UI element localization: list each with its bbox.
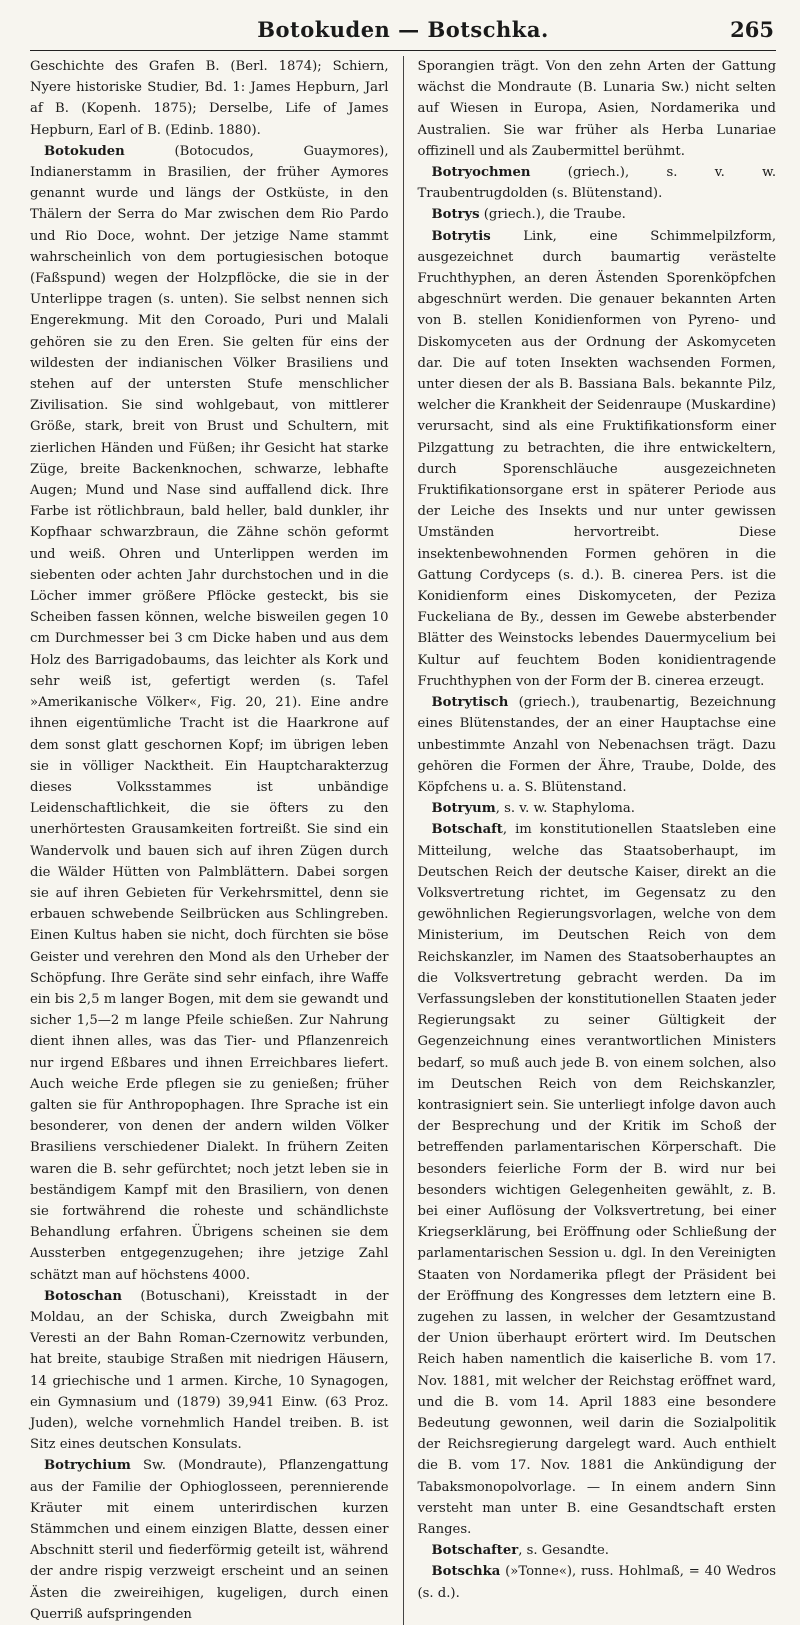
column-divider <box>403 56 404 1625</box>
entry-text: , s. Gesandte. <box>518 1543 609 1559</box>
dictionary-entry <box>30 141 389 1286</box>
entry-headword: Botoschan <box>44 1288 123 1304</box>
dictionary-entry <box>418 1540 777 1561</box>
entry-headword: Botrychium <box>44 1458 131 1474</box>
entry-text: Sporangien trägt. Von den zehn Arten der Gattung wächst die Mondraute (B. Lunaria Sw.) nicht selten auf Wiesen in Europa, Asien, Nordamerika und Australien. Sie war früher als Herba Lunariae offizinell und als Zaubermittel berühmt. <box>417 59 777 159</box>
dictionary-entry <box>418 226 777 692</box>
dictionary-entry <box>418 162 777 204</box>
entry-text: (Botocudos, Guaymores), Indianerstamm in Brasilien, der früher Aymores genannt wurde und längs der Ostküste, in den Thälern der Serra do Mar zwischen dem Rio Pardo und Rio Doce, wohnt. Der jetzige Name stammt wahrscheinlich von dem portugiesischen botoque (Faßspund) wegen der Holzpflöcke, die sie in der Unterlippe tragen (s. unten). Sie selbst nennen sich Engerekmung. Mit den Coroado, Puri und Malali gehören sie zu den Eren. Sie gelten für eins der wildesten der indianischen Völker Brasiliens und stehen auf der untersten Stufe menschlicher Zivilisation. Sie sind wohlgebaut, von mittlerer Größe, stark, breit von Brust und Schultern, mit zierlichen Händen und Füßen; ihr Gesicht hat starke Züge, breite Backenknochen, schwarze, lebhafte Augen; Mund und Nase sind auffallend dick. Ihre Farbe ist rötlichbraun, bald heller, bald dunkler, ihr Kopfhaar schwarzbraun, die Zähne schön geformt und weiß. Ohren und Unterlippen werden im siebenten oder achten Jahr durchstochen und in die Löcher immer größere Pflöcke gesteckt, bis sie Scheiben fassen können, welche bisweilen gegen 10 cm Durchmesser bei 3 cm Dicke haben und aus dem Holz des Barrigadobaums, das leichter als Kork und sehr weiß ist, gefertigt werden (s. Tafel »Amerikanische Völker«, Fig. 20, 21). Eine andre ihnen eigentümliche Tracht ist die Haarkrone auf dem sonst glatt geschornen Kopf; im übrigen leben sie in völliger Nacktheit. Ein Hauptcharakterzug dieses Volksstammes ist unbändige Leidenschaftlichkeit, die sie öfters zu den unerhörtesten Grausamkeiten fortreißt. Sie sind ein Wandervolk und bauen sich auf ihren Zügen durch die Wälder Hütten von Palmblättern. Dabei sorgen sie auf ihren Gebieten für Verkehrsmittel, denn sie erbauen schwebende Seilbrücken aus Schlingreben. Einen Kultus haben sie nicht, doch fürchten sie böse Geister und verehren den Mond als den Urheber der Schöpfung. Ihre Geräte sind sehr einfach, ihre Waffe ein bis 2,5 m langer Bogen, mit dem sie gewandt und sicher 1,5—2 m lange Pfeile schießen. Zur Nahrung dient ihnen alles, was das Tier- und Pflanzenreich nur irgend Eßbares und ihnen Erreichbares liefert. Auch weiche Erde pflegen sie zu genießen; früher galten sie für Anthropophagen. Ihre Sprache ist ein besonderer, von denen der andern wilden Völker Brasiliens verschiedener Dialekt. In frühern Zeiten waren die B. sehr gefürchtet; noch jetzt leben sie in beständigem Kampf mit den Brasiliern, von denen sie fortwährend die roheste und schändlichste Behandlung erfahren. Übrigens scheinen sie dem Aussterben entgegenzugehen; ihre jetzige Zahl schätzt man auf höchstens 4000. <box>30 143 389 1283</box>
entry-text: (griech.), die Traube. <box>479 207 626 223</box>
dictionary-entry <box>30 1455 389 1625</box>
left-column <box>30 56 389 1625</box>
page-number: 265 <box>730 17 774 42</box>
entry-headword: Botrytisch <box>431 695 509 711</box>
entry-headword: Botrys <box>431 207 480 223</box>
entry-headword: Botschka <box>431 1564 501 1580</box>
entry-headword: Botschafter <box>431 1543 519 1559</box>
entry-headword: Botryum <box>431 801 496 817</box>
entry-headword: Botokuden <box>44 143 125 159</box>
continued-text <box>418 56 777 162</box>
entry-text: (»Tonne«), russ. Hohlmaß, = 40 Wedros (s. d.). <box>417 1564 777 1601</box>
entry-text: , im konstitutionellen Staatsleben eine Mitteilung, welche das Staatsoberhaupt, im Deutschen Reich der deutsche Kaiser, direkt an die Volksvertretung richtet, im Gegensatz zu den gewöhnlichen Regierungsvorlagen, welche von dem Ministerium, im Deutschen Reich von dem Reichskanzler, im Namen des Staatsoberhauptes an die Volksvertretung gebracht werden. Da im Verfassungsleben der konstitutionellen Staaten jeder Regierungsakt zu seiner Gültigkeit der Gegenzeichnung eines verantwortlichen Ministers bedarf, so muß auch jede B. von einem solchen, also im Deutschen Reich von dem Reichskanzler, kontrasigniert sein. Sie unterliegt infolge davon auch der Besprechung und der Kritik im Schoß der betreffenden parlamentarischen Körperschaft. Die besonders feierliche Form der B. wird nur bei besonders wichtigen Gelegenheiten gewählt, z. B. bei einer Auflösung der Volksvertretung, bei einer Kriegserklärung, bei Eröffnung oder Schließung der parlamentarischen Session u. dgl. In den Vereinigten Staaten von Nordamerika pflegt der Präsident bei der Eröffnung des Kongresses dem letztern eine B. zugehen zu lassen, in welcher der Gesamtzustand der Union überhaupt erörtert wird. Im Deutschen Reich haben namentlich die kaiserliche B. vom 17. Nov. 1881, mit welcher der Reichstag eröffnet ward, und die B. vom 14. April 1883 eine besondere Bedeutung gewonnen, weil darin die Sozialpolitik der Reichsregierung dargelegt ward. Auch enthielt die B. vom 17. Nov. 1881 die Ankündigung der Tabaksmonopolvorlage. — In einem andern Sinn versteht man unter B. eine Gesandtschaft ersten Ranges. <box>417 822 777 1538</box>
dictionary-entry <box>418 819 777 1540</box>
dictionary-entry <box>418 692 777 798</box>
dictionary-entry <box>30 1286 389 1456</box>
text-columns <box>30 56 776 1625</box>
entry-text: Geschichte des Grafen B. (Berl. 1874); Schiern, Nyere historiske Studier, Bd. 1: James Hepburn, Jarl af B. (Kopenh. 1875); Derselbe, Life of James Hepburn, Earl of B. (Edinb. 1880). <box>30 59 389 138</box>
entry-text: , s. v. w. Staphyloma. <box>495 801 635 817</box>
continued-text <box>30 56 389 141</box>
entry-text: Link, eine Schimmelpilzform, ausgezeichnet durch baumartig verästelte Fruchthyphen, an deren Ästenden Sporenköpfchen abgeschnürt werden. Die genauer bekannten Arten von B. stellen Konidienformen von Pyreno- und Diskomyceten aus der Ordnung der Askomyceten dar. Die auf toten Insekten wachsenden Formen, unter diesen der als B. Bassiana Bals. bekannte Pilz, welcher die Krankheit der Seidenraupe (Muskardine) verursacht, sind als eine Fruktifikationsform einer Pilzgattung zu betrachten, die ihre entwickeltern, durch Sporenschläuche ausgezeichneten Fruktifikationsorgane erst in späterer Periode aus der Leiche des Insekts und nur unter gewissen Umständen hervortreibt. Diese insektenbewohnenden Formen gehören in die Gattung Cordyceps (s. d.). B. cinerea Pers. ist die Konidienform eines Diskomyceten, der Peziza Fuckeliana de By., dessen im Gewebe absterbender Blätter des Weinstocks lebendes Dauermycelium bei Kultur auf feuchtem Boden konidientragende Fruchthyphen von der Form der B. cinerea erzeugt. <box>417 228 777 689</box>
entry-text: (griech.), traubenartig, Bezeichnung eines Blütenstandes, der an einer Hauptachse eine unbestimmte Anzahl von Nebenachsen trägt. Dazu gehören die Formen der Ähre, Traube, Dolde, des Köpfchens u. a. S. Blütenstand. <box>417 695 777 795</box>
entry-headword: Botschaft <box>431 822 503 838</box>
entry-text: Sw. (Mondraute), Pflanzengattung aus der Familie der Ophioglosseen, perennierende Kräuter mit einem unterirdischen kurzen Stämmchen und einem einzigen Blatte, dessen einer Abschnitt steril und fiederförmig geteilt ist, während der andre rispig verzweigt erscheint und an seinen Ästen die zweireihigen, kugeligen, durch einen Querriß aufspringenden <box>30 1458 389 1622</box>
entry-headword: Botryochmen <box>431 165 531 181</box>
entry-headword: Botrytis <box>431 228 491 244</box>
page-header <box>30 14 776 51</box>
dictionary-entry <box>418 1561 777 1603</box>
entry-text: (griech.), s. v. w. Traubentrugdolden (s. Blütenstand). <box>417 165 777 202</box>
right-column <box>418 56 777 1625</box>
dictionary-entry <box>418 204 777 225</box>
dictionary-entry <box>418 798 777 819</box>
running-title: Botokuden — Botschka. <box>257 17 549 42</box>
entry-text: (Botuschani), Kreisstadt in der Moldau, an der Schiska, durch Zweigbahn mit Veresti an der Bahn Roman-Czernowitz verbunden, hat breite, staubige Straßen mit niedrigen Häusern, 14 griechische und 1 armen. Kirche, 10 Synagogen, ein Gymnasium und (1879) 39,941 Einw. (63 Proz. Juden), welche vornehmlich Handel treiben. B. ist Sitz eines deutschen Konsulats. <box>30 1288 389 1453</box>
